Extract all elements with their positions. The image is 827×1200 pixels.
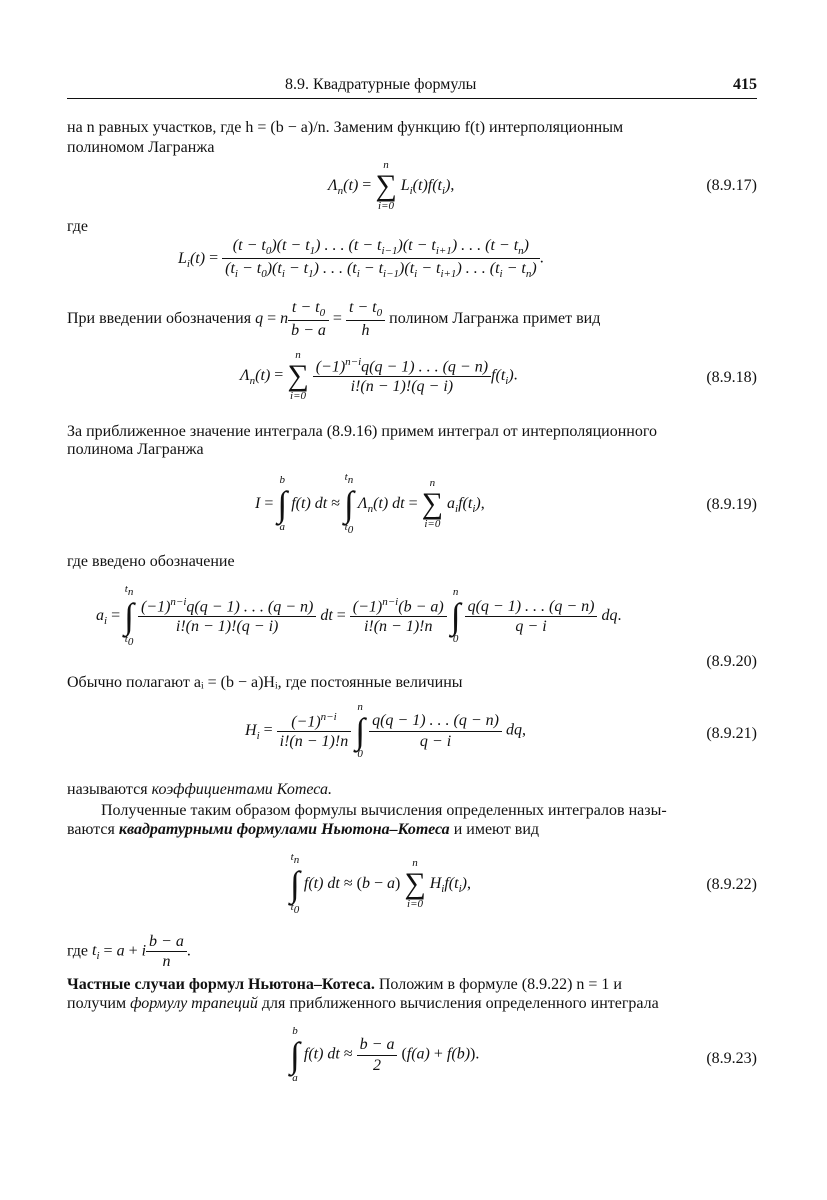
equation-number: (8.9.18): [706, 369, 757, 386]
equation-8-9-20: $a_i$ = $t_n$ ∫ $t_0$ $\frac{(-1)^{n-i}q(q - 1) . . . (q - n)}{i!(n - 1)!(q - i)}$ dt = $\frac{(-1)^{n-i}(b - a)}{i!(n - 1)!n}$ n ∫ 0 $\frac{q(q - 1) . . . (q - n)}{q - i}$ dq.: [96, 583, 622, 649]
paragraph-line: на n равных участков, где h = (b − a)/n. Заменим функцию f(t) интерполяционным: [67, 119, 624, 136]
paragraph-line: полинома Лагранжа: [67, 441, 204, 458]
equation-number: (8.9.17): [706, 177, 757, 194]
paragraph-line: полиномом Лагранжа: [67, 139, 215, 156]
text-span: и имеют вид: [453, 821, 540, 838]
paragraph-line: где введено обозначение: [67, 553, 235, 570]
paragraph-line: где: [67, 218, 89, 235]
paragraph-line: Обычно полагают aᵢ = (b − a)Hᵢ, где постоянные величины: [67, 674, 463, 691]
paragraph-line: [67, 780, 757, 799]
equation-8-9-17: $\Lambda_n(t)$ = n ∑ i=0 $L_i(t)f(t_i)$,: [328, 159, 455, 212]
text-span: получим: [67, 995, 127, 1012]
equation-8-9-23: b ∫ a f(t) dt ≈ $\frac{b - a}{2}$ (f(a) + f(b)).: [290, 1025, 480, 1084]
text-span: Положим в формуле (8.9.22) n = 1 и: [378, 976, 622, 993]
section-title: 8.9. Квадратурные формулы: [285, 76, 477, 93]
equation-number: (8.9.19): [706, 496, 757, 513]
page-number: 415: [733, 76, 757, 93]
paragraph-line: [67, 994, 757, 1013]
equation-number: (8.9.20): [706, 653, 757, 670]
equation-8-9-18: $\Lambda_n(t)$ = n ∑ i=0 $\frac{(-1)^{n-i}q(q - 1) . . . (q - n)}{i!(n - 1)!(q - i)}$ $f(t_i)$.: [240, 349, 518, 402]
paragraph-suffix: полином Лагранжа примет вид: [389, 309, 601, 327]
equation-8-9-21: $H_i$ = $\frac{(-1)^{n-i}}{i!(n - 1)!n}$ n ∫ 0 $\frac{q(q - 1) . . . (q - n)}{q - i}$ dq,: [245, 701, 526, 760]
emphasis-text: коэффициентами Котеса.: [151, 781, 332, 798]
emphasis-text: квадратурными формулами Ньютона–Котеса: [118, 821, 450, 838]
text-span: для приближенного вычисления определенного интеграла: [261, 995, 659, 1012]
text-span: называются: [67, 781, 148, 798]
text-span: ваются: [67, 821, 115, 838]
equation-number: (8.9.23): [706, 1050, 757, 1067]
paragraph-line: За приближенное значение интеграла (8.9.16) примем интеграл от интерполяционного: [67, 423, 657, 440]
paragraph-line: Полученные таким образом формулы вычисления определенных интегралов назы-: [101, 802, 667, 819]
paragraph-q-definition: При введении обозначения q = n $\frac{t - t_0}{b - a}$ = $\frac{t - t_0}{h}$ полином Лагранжа примет вид: [67, 299, 601, 340]
equation-lagrange-basis: $L_i(t)$ = $(t - t_0)(t - t_1)$ . . . $(t - t_{i-1})(t - t_{i+1})$ . . . $(t - t_n)$ $(t_i - t_0)(t_i - t_1)$ . . . $(t_i - t_{i-1})(t_i - t_{i+1})$ . . . $(t_i - t_n)$ .: [178, 237, 544, 281]
equation-number: (8.9.21): [706, 725, 757, 742]
paragraph-line: [67, 975, 757, 994]
equation-8-9-19: I = b ∫ a f(t) dt ≈ $t_n$ ∫ $t_0$ $\Lambda_n(t)$ dt = n ∑ i=0 $a_if(t_i)$,: [255, 471, 485, 537]
paragraph-ti-definition: где $t_i = a + i$ $\frac{b - a}{n}$ .: [67, 933, 191, 971]
bold-run-in-heading: Частные случаи формул Ньютона–Котеса.: [67, 976, 375, 993]
equation-number: (8.9.22): [706, 876, 757, 893]
paragraph-line: [67, 820, 757, 839]
text-span: где: [67, 942, 89, 960]
emphasis-text: формулу трапеций: [130, 995, 258, 1012]
running-header: [67, 76, 757, 98]
equation-8-9-22: $t_n$ ∫ $t_0$ f(t) dt ≈ (b − a) n ∑ i=0 $H_if(t_i)$,: [290, 851, 471, 917]
header-rule: [67, 98, 757, 99]
paragraph-prefix: При введении обозначения: [67, 309, 252, 327]
